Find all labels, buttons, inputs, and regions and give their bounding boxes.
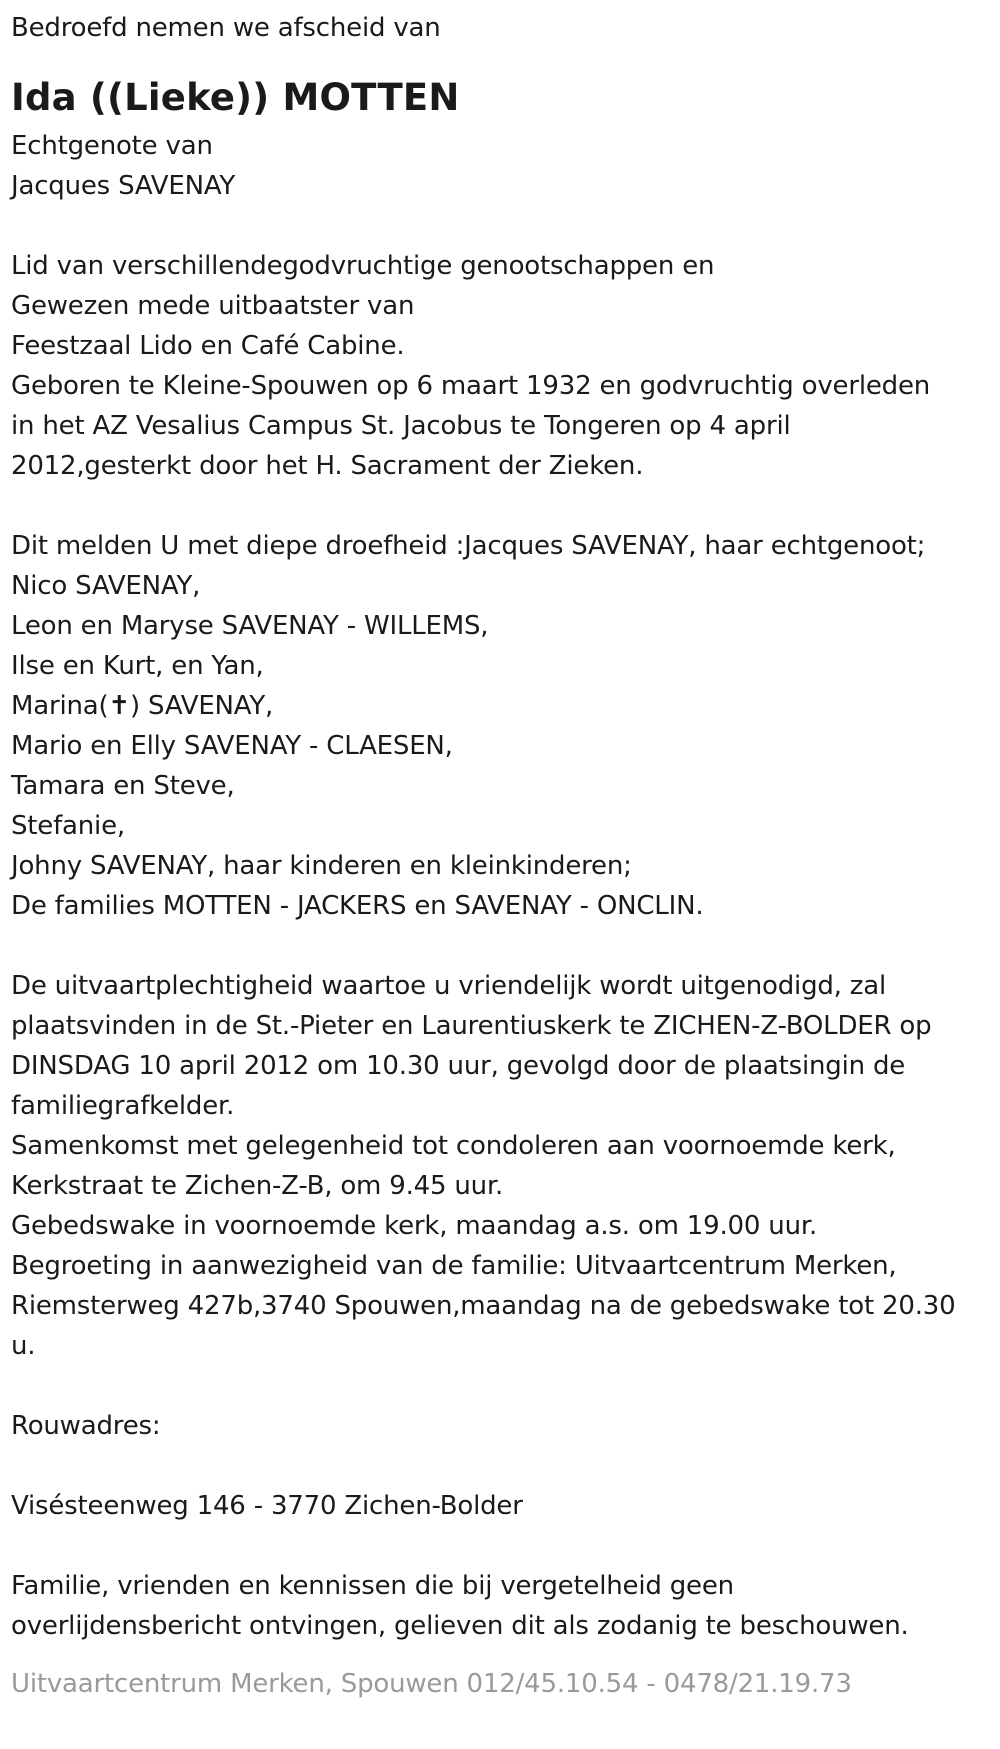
deceased-name: Ida ((Lieke)) MOTTEN — [11, 76, 460, 119]
ceremony-line: Kerkstraat te Zichen-Z-B, om 9.45 uur. — [11, 1171, 504, 1201]
ceremony-line: Riemsterweg 427b,3740 Spouwen,maandag na de gebedswake tot 20.30 — [11, 1291, 956, 1321]
spacer — [11, 1366, 1000, 1406]
family-line: De families MOTTEN - JACKERS en SAVENAY - ONCLIN. — [11, 891, 704, 921]
address-value: Visésteenweg 146 - 3770 Zichen-Bolder — [11, 1491, 523, 1521]
notice-line: overlijdensbericht ontvingen, gelieven dit als zodanig te beschouwen. — [11, 1611, 909, 1641]
family-line: Mario en Elly SAVENAY - CLAESEN, — [11, 731, 453, 761]
address-label: Rouwadres: — [11, 1411, 161, 1441]
ceremony-line: familiegrafkelder. — [11, 1091, 235, 1121]
ceremony-line: Samenkomst met gelegenheid tot condoleren aan voornoemde kerk, — [11, 1131, 896, 1161]
family-line: Ilse en Kurt, en Yan, — [11, 651, 264, 681]
biography-line: 2012,gesterkt door het H. Sacrament der Zieken. — [11, 451, 644, 481]
biography-line: Lid van verschillendegodvruchtige genootschappen en — [11, 251, 715, 281]
biography — [11, 246, 1000, 486]
family-line: Dit melden U met diepe droefheid :Jacques SAVENAY, haar echtgenoot; — [11, 531, 926, 561]
spacer — [11, 926, 1000, 966]
ceremony-line: Begroeting in aanwezigheid van de familie: Uitvaartcentrum Merken, — [11, 1251, 897, 1281]
biography-line: Feestzaal Lido en Café Cabine. — [11, 331, 405, 361]
spacer — [11, 206, 1000, 246]
family-line: Johny SAVENAY, haar kinderen en kleinkinderen; — [11, 851, 632, 881]
family-line: Marina(✝) SAVENAY, — [11, 691, 274, 721]
ceremony-line: plaatsvinden in de St.-Pieter en Laurentiuskerk te ZICHEN-Z-BOLDER op — [11, 1011, 932, 1041]
family-list — [11, 526, 1000, 926]
ceremony-line: DINSDAG 10 april 2012 om 10.30 uur, gevolgd door de plaatsingin de — [11, 1051, 906, 1081]
intro-text: Bedroefd nemen we afscheid van — [11, 13, 441, 43]
ceremony-line: Gebedswake in voornoemde kerk, maandag a.s. om 19.00 uur. — [11, 1211, 818, 1241]
biography-line: Gewezen mede uitbaatster van — [11, 291, 415, 321]
biography-line: in het AZ Vesalius Campus St. Jacobus te Tongeren op 4 april — [11, 411, 791, 441]
spacer — [11, 486, 1000, 526]
biography-line: Geboren te Kleine-Spouwen op 6 maart 1932 en godvruchtig overleden — [11, 371, 931, 401]
notice-line: Familie, vrienden en kennissen die bij vergetelheid geen — [11, 1571, 734, 1601]
spouse-label: Echtgenote van — [11, 131, 213, 161]
family-line: Stefanie, — [11, 811, 125, 841]
ceremony-line: De uitvaartplechtigheid waartoe u vriendelijk wordt uitgenodigd, zal — [11, 971, 887, 1001]
family-line: Tamara en Steve, — [11, 771, 235, 801]
ceremony-line: u. — [11, 1331, 36, 1361]
family-line: Nico SAVENAY, — [11, 571, 201, 601]
spacer — [11, 1446, 1000, 1486]
spouse-name: Jacques SAVENAY — [11, 171, 236, 201]
family-line: Leon en Maryse SAVENAY - WILLEMS, — [11, 611, 489, 641]
notice — [11, 1566, 1000, 1646]
ceremony-details — [11, 966, 1000, 1366]
funeral-home-footer: Uitvaartcentrum Merken, Spouwen 012/45.10.54 - 0478/21.19.73 — [11, 1669, 852, 1699]
spacer — [11, 1526, 1000, 1566]
